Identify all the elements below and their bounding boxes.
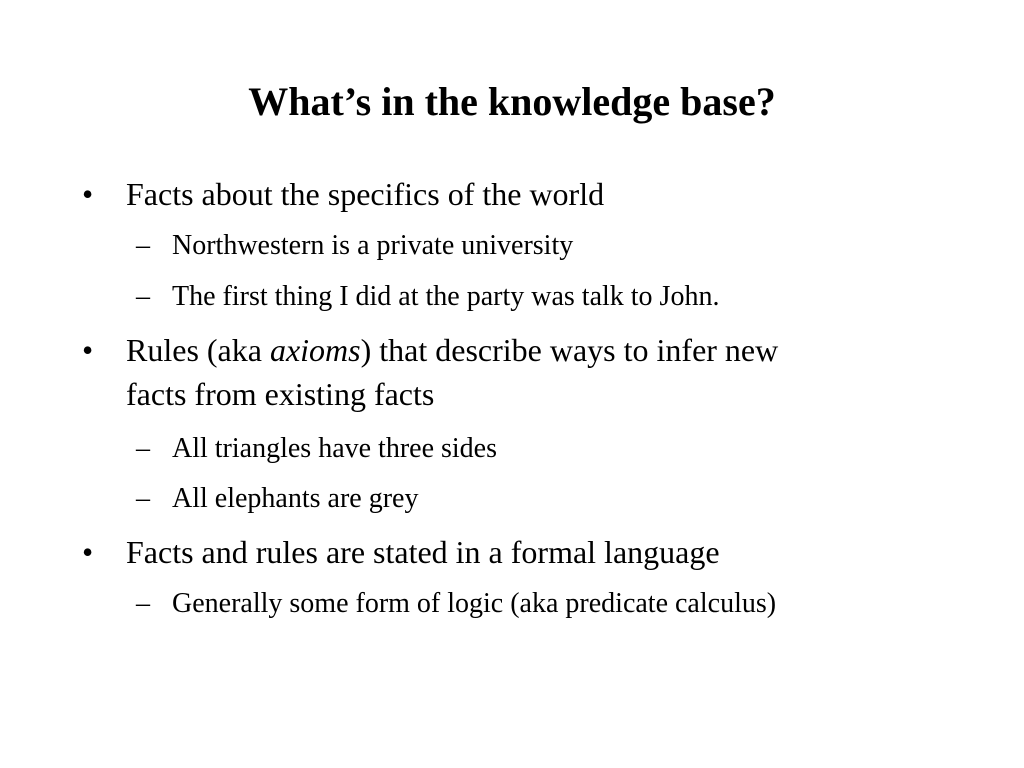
bullet-text: Facts about the specifics of the world bbox=[126, 176, 605, 212]
bullet-text-part: facts from existing facts bbox=[126, 376, 435, 412]
bullet-text-italic: axioms bbox=[269, 332, 361, 368]
slide-title: What’s in the knowledge base? bbox=[248, 79, 776, 124]
sub-bullet-text: The first thing I did at the party was talk to John. bbox=[172, 281, 720, 312]
bullet-text-part: ) that describe ways to infer new bbox=[360, 332, 779, 368]
sub-bullet-text: Northwestern is a private university bbox=[172, 230, 574, 261]
bullet-text: Facts and rules are stated in a formal language bbox=[126, 534, 720, 570]
sub-bullet-text: All elephants are grey bbox=[172, 483, 419, 514]
dash-glyph: – bbox=[136, 230, 150, 261]
bullet-glyph: • bbox=[82, 534, 94, 570]
bullet-text-part: Rules (aka bbox=[126, 332, 270, 368]
bullet-glyph: • bbox=[82, 332, 94, 368]
dash-glyph: – bbox=[136, 433, 150, 464]
dash-glyph: – bbox=[136, 281, 150, 312]
bullet-glyph: • bbox=[82, 176, 94, 212]
sub-bullet-text: Generally some form of logic (aka predicate calculus) bbox=[172, 588, 777, 619]
dash-glyph: – bbox=[136, 483, 150, 514]
bullet-text bbox=[126, 328, 956, 416]
dash-glyph: – bbox=[136, 588, 150, 619]
sub-bullet-text: All triangles have three sides bbox=[172, 433, 498, 464]
